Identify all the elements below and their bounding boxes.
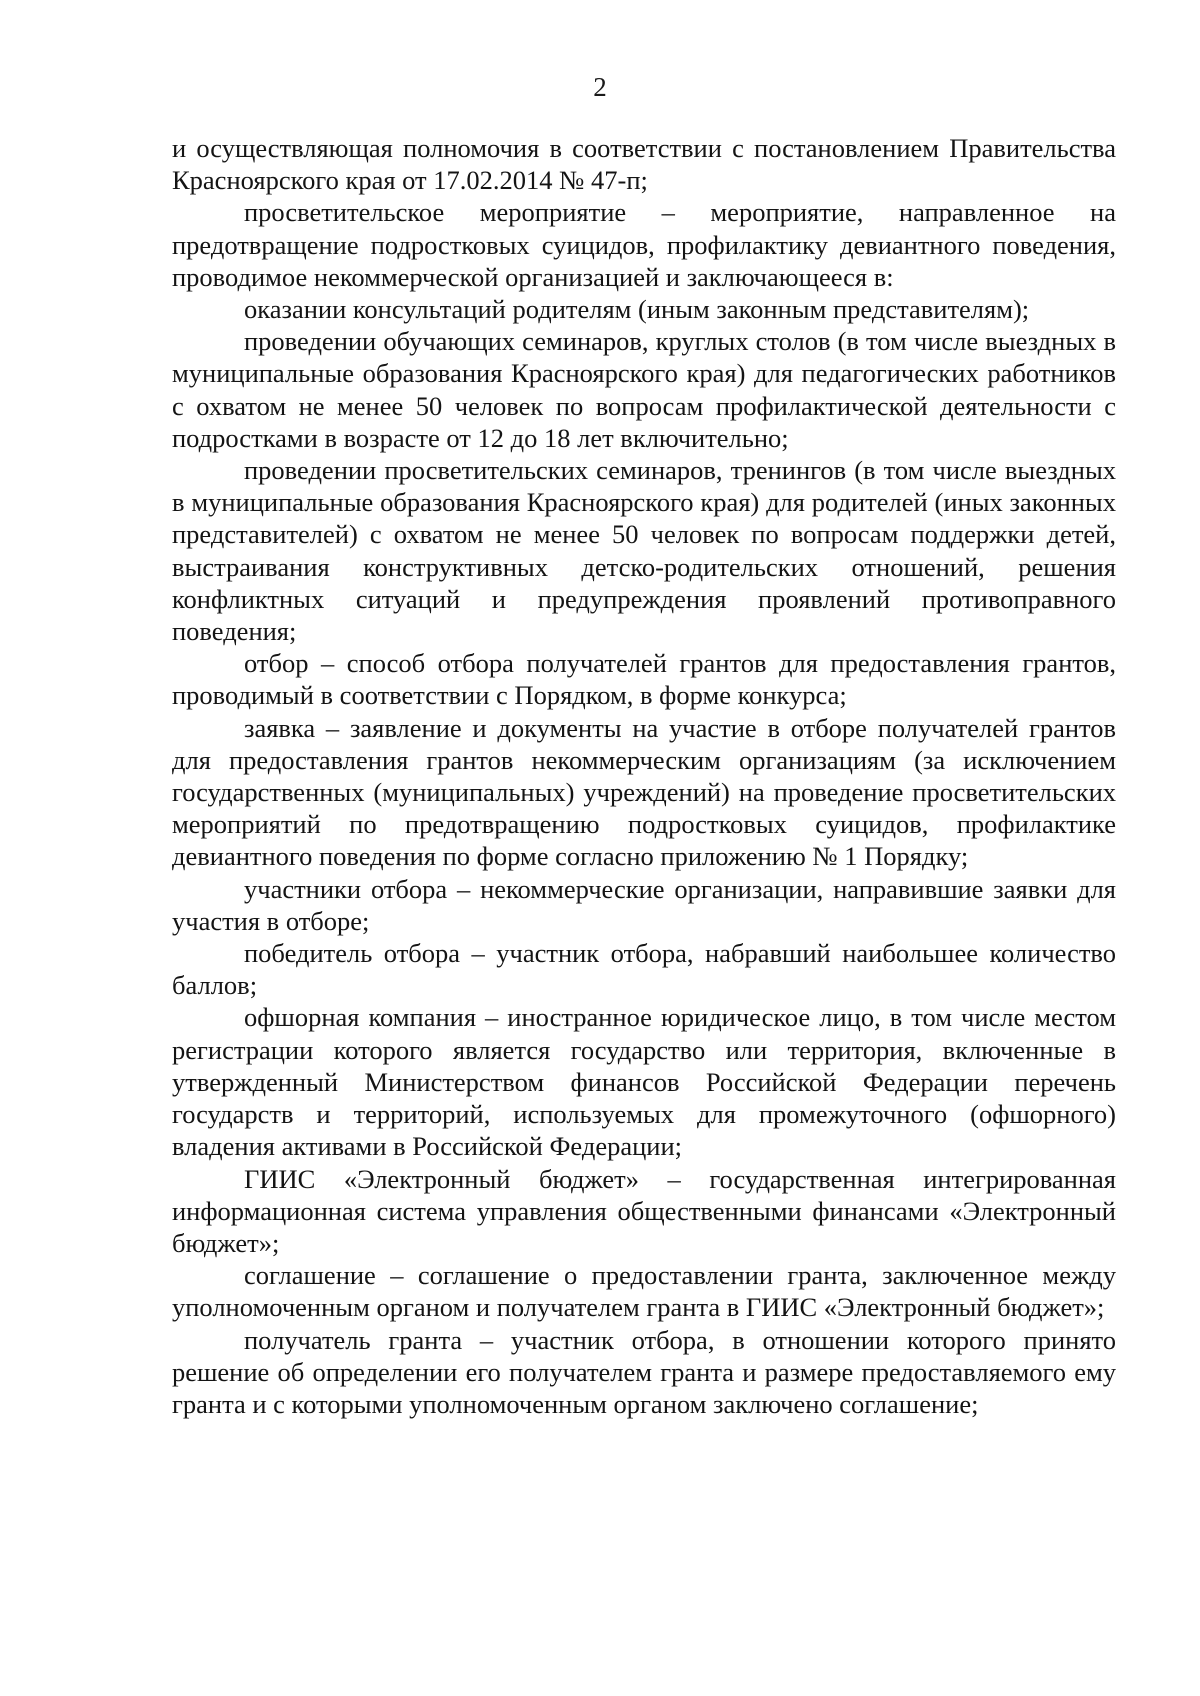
paragraph-consultations: оказании консультаций родителям (иным законным представителям);: [244, 294, 1030, 325]
paragraph-participants: участники отбора – некоммерческие организации, направившие заявки для участия в отборе;: [172, 873, 1116, 936]
paragraph-agreement: соглашение – соглашение о предоставлении гранта, заключенное между уполномоченным органом и получателем гранта в ГИИС «Электронный бюджет»;: [172, 1260, 1116, 1323]
paragraph-offshore-company: офшорная компания – иностранное юридическое лицо, в том числе местом регистрации которого является государство или территория, включенные в утвержденный Министерством финансов Российской Федерации перечень государств и территорий, используемых для промежуточного (офшорного) владения активами в Российской Федерации;: [172, 1002, 1116, 1162]
paragraph-giis: ГИИС «Электронный бюджет» – государственная интегрированная информационная система управления общественными финансами «Электронный бюджет»;: [172, 1163, 1116, 1258]
document-body: [172, 132, 1116, 1420]
paragraph-educational-event: просветительское мероприятие – мероприятие, направленное на предотвращение подростковых суицидов, профилактику девиантного поведения, проводимое некоммерческой организацией и заключающееся в:: [172, 197, 1116, 292]
paragraph-application: заявка – заявление и документы на участие в отборе получателей грантов для предоставления грантов некоммерческим организациям (за исключением государственных (муниципальных) учреждений) на проведение просветительских мероприятий по предотвращению подростковых суицидов, профилактике девиантного поведения по форме согласно приложению № 1 Порядку;: [172, 712, 1116, 872]
paragraph-grant-recipient: получатель гранта – участник отбора, в отношении которого принято решение об определении его получателем гранта и размере предоставляемого ему гранта и с которыми уполномоченным органом заключено соглашение;: [172, 1324, 1116, 1419]
paragraph-teacher-seminars: проведении обучающих семинаров, круглых столов (в том числе выездных в муниципальные образования Красноярского края) для педагогических работников с охватом не менее 50 человек по вопросам профилактической деятельности с подростками в возрасте от 12 до 18 лет включительно;: [172, 326, 1116, 453]
paragraph-winner: победитель отбора – участник отбора, набравший наибольшее количество баллов;: [172, 938, 1116, 1001]
paragraph-parent-seminars: проведении просветительских семинаров, тренингов (в том числе выездных в муниципальные образования Красноярского края) для родителей (иных законных представителей) с охватом не менее 50 человек по вопросам поддержки детей, выстраивания конструктивных детско-родительских отношений, решения конфликтных ситуаций и предупреждения проявлений противоправного поведения;: [172, 455, 1116, 647]
paragraph-continuation: и осуществляющая полномочия в соответствии с постановлением Правительства Красноярского края от 17.02.2014 № 47-п;: [172, 133, 1116, 196]
page-number: 2: [593, 72, 607, 102]
paragraph-selection: отбор – способ отбора получателей грантов для предоставления грантов, проводимый в соответствии с Порядком, в форме конкурса;: [172, 648, 1116, 711]
